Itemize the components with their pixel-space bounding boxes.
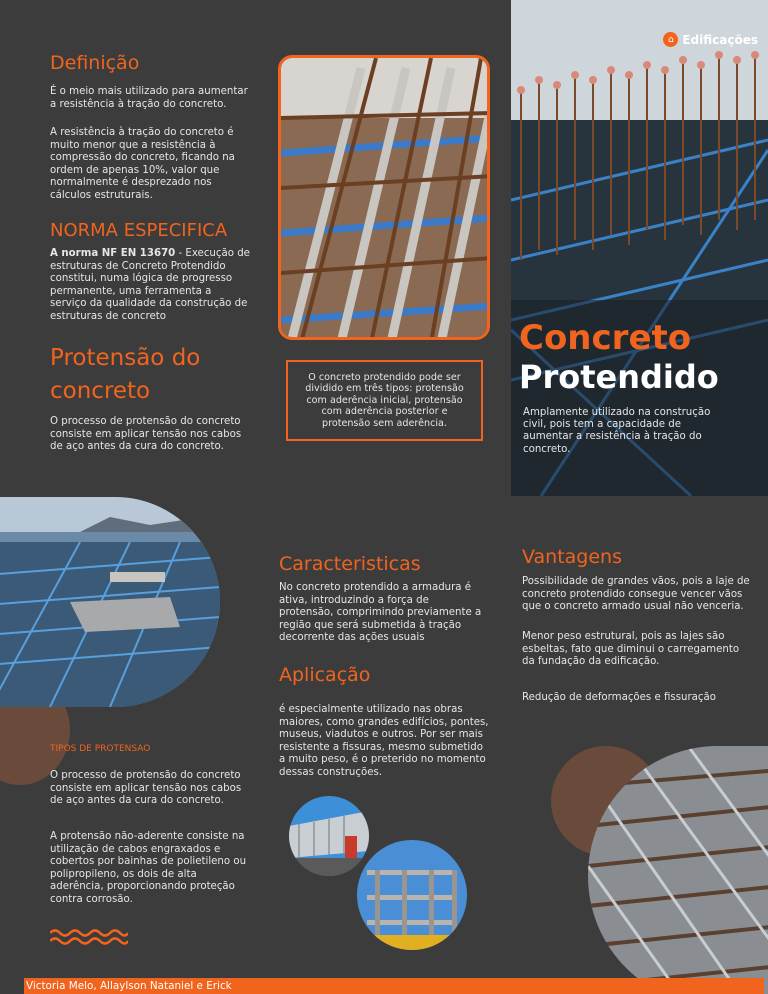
norma-text [50,248,250,324]
building-frame-photo [357,840,467,950]
brand-logo [663,32,758,47]
brand-name: Edificações [682,32,758,47]
definicao-text-1: É o meio mais utilizado para aumentar a resistência à tração do concreto. [50,86,248,110]
cover-title-line-2: Protendido [519,358,719,396]
protensao-types-text: O concreto protendido pode ser dividido em três tipos: protensão com aderência inicial, protensão com aderência posterior e protensão sem aderência. [305,371,464,429]
vantagens-title: Vantagens [522,546,622,568]
protensao-text: O processo de protensão do concreto consiste em aplicar tensão nos cabos de aço antes da cura do concreto. [50,416,242,453]
caracteristicas-text: No concreto protendido a armadura é ativa, introduzindo a força de protensão, comprimindo previamente a região que será submetida à tração decorrente das ações usuais [279,582,482,644]
norma-body: - Execução de estruturas de Concreto Protendido constitui, numa lógica de progresso permanente, uma ferramenta a serviço da qualidade da construção de estruturas de concreto [50,248,250,322]
tipos-label: TIPOS DE PROTENSAO [50,744,151,754]
footer-authors: Victoria Melo, Allaylson Nataniel e Erick [24,978,764,994]
protensao-types-box [286,360,483,441]
definicao-title: Definição [50,52,140,74]
cover-subtitle: Amplamente utilizado na construção civil, pois tem a capacidade de aumentar a resistência à tração do concreto. [523,407,711,455]
wave-decoration-icon [50,928,128,946]
cover-panel [511,0,768,496]
tipos-text-2: A protensão não-aderente consiste na utilização de cabos engraxados e cobertos por bainhas de polietileno ou polipropileno, os dois de alta aderência, proporcionando proteção contra corrosão. [50,831,247,905]
vantagens-text-3: Redução de deformações e fissuração [522,692,716,703]
aplicacao-text: é especialmente utilizado nas obras maiores, como grandes edifícios, pontes, museus, viadutos e outros. Por ser mais resistente a fissuras, mesmo submetido a muito peso, é o preterido no momento dessas construções. [279,704,489,778]
construction-site-photo [0,497,220,707]
building-icon: ⌂ [663,32,678,47]
vantagens-text-1: Possibilidade de grandes vãos, pois a laje de concreto protendido consegue vencer vãos que o concreto armado usual não venceria. [522,576,750,613]
protensao-title: Protensão do concreto [50,345,201,404]
building-photo-1 [289,796,369,876]
vantagens-text-2: Menor peso estrutural, pois as lajes são esbeltas, fato que diminui o carregamento da fundação da edificação. [522,631,740,668]
caracteristicas-title: Caracteristicas [279,553,421,575]
rebar-photo [278,55,490,340]
aplicacao-title: Aplicação [279,664,371,686]
definicao-text-2: A resistência à tração do concreto é muito menor que a resistência à compressão do concreto, ficando na ordem de apenas 10%, valor que normalmente é desprezado nos cálculos estruturais. [50,127,235,201]
cover-title-line-1: Concreto [519,318,692,358]
norma-title: NORMA ESPECIFICA [50,220,228,241]
tipos-text-1: O processo de protensão do concreto consiste em aplicar tensão nos cabos de aço antes da cura do concreto. [50,770,242,807]
norma-bold: A norma NF EN 13670 [50,248,176,259]
